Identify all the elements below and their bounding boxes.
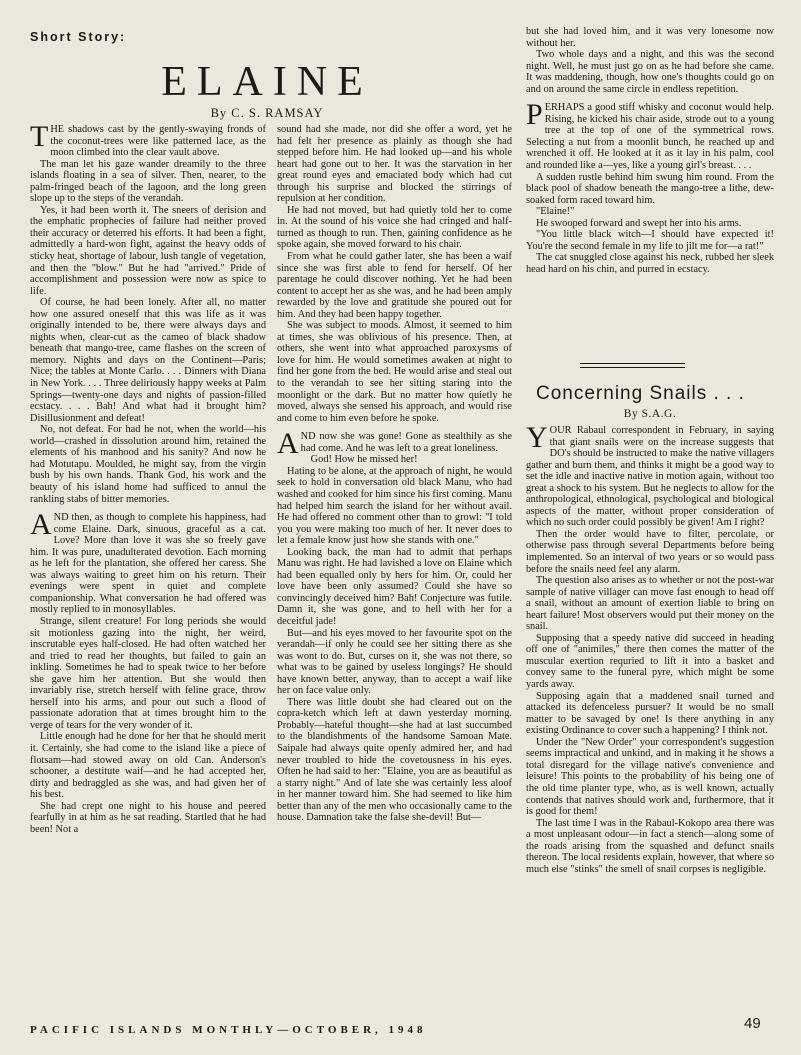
paragraph-text: HE shadows cast by the gently-swaying fronds of the coconut-trees were like patterned lace, as the moon climbed into the clear vault above. — [50, 124, 266, 159]
drop-cap: Y — [526, 425, 548, 454]
paragraph-text: but she had loved him, and it was very lonesome now without her. — [526, 26, 774, 49]
drop-cap: A — [277, 427, 299, 461]
drop-cap: P — [526, 98, 543, 132]
paragraph — [30, 205, 266, 297]
story-title: ELAINE — [161, 59, 373, 105]
article-byline: By S.A.G. — [623, 408, 677, 420]
paragraph-text: "You little black witch—I should have expected it! You're the second female in my life to jilt me for—a rat!" — [526, 229, 774, 252]
paragraph-text: The cat snuggled close against his neck, rubbed her sleek head hard on his chin, and purred in ecstacy. — [526, 252, 774, 275]
paragraph-text: God! How he missed her! — [310, 454, 418, 466]
paragraph — [526, 206, 774, 218]
paragraph — [526, 425, 774, 529]
magazine-footer: PACIFIC ISLANDS MONTHLY—OCTOBER, 1948 — [30, 1024, 427, 1036]
paragraph — [526, 633, 774, 691]
paragraph-text: There was little doubt she had cleared out on the copra-ketch which left at dawn yesterday morning. Probably—hateful thought—she had at last succumbed to the blandishments of the handsome Samoan Mate. Saipale had always quite openly admired her, and had never troubled to hide the covetousness in his eyes. Often he had said to her: "Elaine, you are as beautiful as a starry night." And of late she was certainly less aloof in her manner toward him. She had seemed to like him better than any of the men who occasionally came to the house. Damnation take the false she-devil! But— — [277, 696, 512, 824]
story-column-2 — [277, 124, 512, 1013]
paragraph-text: Looking back, the man had to admit that perhaps Manu was right. He had lavished a love on Elaine which had been equalled only by hers for him. Or, could her love have been only assumed? Could she have so convincingly deceived him? Bah! Conjecture was futile. Damn it, she was gone, and to hell with her for a deceitful jade! — [277, 546, 512, 627]
paragraph-text: The question also arises as to whether or not the post-war sample of native villager can move fast enough to head off a snail, without an amount of exertion liable to bring on heart failure! Most observers would put their money on the snail. — [526, 575, 774, 633]
paragraph-text: The man let his gaze wander dreamily to the three islands floating in a sea of silver. Then, nearer, to the palm-fringed beach of the lagoon, and the long green slope up to the steps of the verandah. — [30, 158, 266, 205]
paragraph-text: He had not moved, but had quietly told her to come in. At the sound of his voice she had cringed and half-turned as though to run. Then, gaining confidence as he spoke again, she moved forward to his chair. — [277, 204, 512, 251]
paragraph — [526, 218, 774, 230]
paragraph-text: Supposing that a speedy native did succeed in heading off one of "animiles," there then comes the matter of the muscular exertion requried to lift it into a basket and convey same to the funeral pyre, which might be some yards away. — [526, 632, 774, 691]
paragraph — [277, 320, 512, 424]
paragraph-text: Then the order would have to filter, percolate, or otherwise pass through several Departments before being implemented. So an interval of two years or so would pass before the snails need feel any alarm. — [526, 528, 774, 575]
paragraph — [526, 818, 774, 876]
paragraph — [526, 26, 774, 49]
paragraph-text: Little enough had he done for her that he should merit it. Certainly, she had come to the island like a piece of flotsam—had stowed away on old Can. Anderson's schooner, a destitute waif—and he had accepted her, dirty and bedraggled as she was, and had given her of his best. — [30, 731, 266, 801]
paragraph-text: Under the "New Order" your correspondent's suggestion seems impractical and unkind, and in making it he shows a total disregard for the village native's convenience and leisure! This points to the probability of his being one of the old time planter type, who, as is well known, actually contends that natives should work and, furthermore, that it is good for them! — [526, 736, 774, 818]
page-number: 49 — [744, 1015, 761, 1032]
paragraph-text: ERHAPS a good stiff whisky and coconut would help. Rising, he kicked his chair aside, strode out to a young tree at the top of one of the symmetrical rows. Selecting a nut from a moonlit bunch, he reached up and wrenched it off. He looked at it as it lay in his palm, cool and rounded like a—yes, like a young girl's breast. . . . — [526, 102, 774, 172]
paragraph-text: OUR Rabaul correspondent in February, in saying that giant snails were on the increase suggests that DO's should be instructed to make the native villagers gather and burn them, and thinks it might be a good way to set the idle and inactive native in motion again, without too great a shock to his system. But he neglects to allow for the anthropological, ethnological, psychological and biological aspects of the matter, without proper consideration of which no such order could possibly be given! Am I right? — [526, 425, 774, 529]
paragraph — [526, 737, 774, 818]
story-column-3 — [526, 26, 774, 378]
paragraph — [30, 508, 266, 616]
paragraph-text: Of course, he had been lonely. After all, no matter how one assured oneself that this was life as it was originally intended to be, there were always days and nights when, clear-cut as the cameo of black shadow beneath that mango-tree, came flashes on the screen of memory. Nights and days on the Continent—Paris; Nice; the tables at Monte Carlo. . . . Dinners with Diana in New York. . . . Three deliriously happy weeks at Palm Springs—twenty-one days and nights of passion-filled ecstacy. . . . Bah! And what had it brought him? Disillusionment and defeat! — [30, 297, 266, 424]
drop-cap: T — [30, 124, 49, 153]
paragraph-text: ND then, as though to complete his happiness, had come Elaine. Dark, sinuous, graceful as a cat. Love? More than love it was she so freely gave him. It was pure, unadulterated devotion. Each morning as he left for the plantation, she offered her caress. She was always waiting to greet him on his return. Their evenings were spent in quiet and complete companionship. What conversation he had offered was mostly replied to in monosyllables. — [30, 512, 266, 616]
paragraph-text: No, not defeat. For had he not, when the world—his world—crashed in dissolution around him, retained the elements of his manhood and his sanity? And now he had Motutapu. Moulded, he might say, from the virgin bush by his own hands. Thank God, his work and the beauty of his island home had sufficed to annul the rankling stabs of bitter memories. — [30, 424, 266, 505]
paragraph-text: ND now she was gone! Gone as stealthily as she had come. And he was left to a great loneliness. — [300, 431, 512, 454]
paragraph — [277, 697, 512, 824]
story-byline: By C. S. RAMSAY — [210, 106, 324, 120]
paragraph — [526, 529, 774, 575]
paragraph — [526, 229, 774, 252]
paragraph — [277, 205, 512, 251]
paragraph — [30, 297, 266, 424]
paragraph-text: Hating to be alone, at the approach of night, he would seek to hold in conversation old black Manu, who had washed and cooked for him since his first coming. Manu had helped him search the island for her without avail. He had offered no comment other than to growl: "I told you you were making too much of her. It never does to let a female know just how she stands with one." — [277, 465, 512, 547]
paragraph-text: She had crept one night to his house and peered fearfully in at him as he sat reading. Startled that he had been! Not a — [30, 800, 266, 835]
paragraph — [30, 801, 266, 836]
paragraph-text: He swooped forward and swept her into his arms. — [536, 217, 742, 229]
section-kicker: Short Story: — [30, 30, 127, 44]
article-title: Concerning Snails . . . — [536, 383, 745, 404]
paragraph-text: A sudden rustle behind him swung him round. From the black pool of shadow beneath the mango-tree a lithe, dew-soaked form raced toward him. — [526, 171, 774, 206]
paragraph-text: sound had she made, nor did she offer a word, yet he had felt her presence as plainly as though she had stepped before him. He had looked up—and his whole heart had gone out to her. It was the starvation in her great round eyes and emaciated body which had cut through his surprise and blocked the stirrings of repulsion at her condition. — [277, 124, 512, 205]
paragraph-text: The last time I was in the Rabaul-Kokopo area there was a most unpleasant odour—in fact a stench—along some of the roads arising from the squashed and defunct snails thereon. The local residents explain, however, that where so much else "stinks" the smell of snail corpses is negligible. — [526, 817, 774, 875]
paragraph — [277, 466, 512, 547]
paragraph — [30, 616, 266, 731]
paragraph — [277, 251, 512, 320]
paragraph — [30, 159, 266, 205]
paragraph-text: Strange, silent creature! For long periods she would sit motionless gazing into the night, her weird, inscrutable eyes half-closed. He had often watched her and tried to read her thoughts, but failed to gain an inkling. Sometimes he had to speak twice to her before she gave him her attention. But she would then invariably rise, stretch herself with feline grace, throw herself into his arms, and pour out such a flood of passionate adoration that at times brought him to the verge of tears for the very wonder of it. — [30, 615, 266, 731]
article-column — [526, 425, 774, 1015]
paragraph — [526, 575, 774, 633]
paragraph — [526, 49, 774, 95]
paragraph-text: "Elaine!" — [536, 206, 575, 218]
paragraph — [277, 454, 512, 466]
paragraph — [277, 124, 512, 205]
drop-cap: A — [30, 508, 52, 542]
paragraph-text: From what he could gather later, she has been a waif since she was first able to fend for herself. Of her parentage he could discover nothing. Yet he had been content to accept her as she was, and he had been amply rewarded by the love and gratitude she poured out for him. And they had been happy together. — [277, 251, 512, 320]
paragraph — [526, 252, 774, 275]
paragraph — [30, 731, 266, 800]
paragraph — [526, 98, 774, 172]
paragraph — [30, 424, 266, 505]
paragraph — [30, 124, 266, 159]
paragraph-text: She was subject to moods. Almost, it seemed to him at times, she was oblivious of his presence. Then, at others, she went into what approached paroxysms of love for him. He would sometimes awaken at night to find her gone from the bed. He would arise and steal out to the verandah to see her sitting staring into the moonlight or the dark. But no matter how quietly he moved, always she sensed his approach, and would rise and come to him even before he spoke. — [277, 320, 512, 424]
paragraph-text: Supposing again that a maddened snail turned and attacked its defenceless pursuer? It would be no small matter to be savaged by one! Is there anything in any existing Ordinance to cover such a happening? I think not. — [526, 690, 774, 737]
story-column-1 — [30, 124, 266, 1005]
paragraph — [277, 628, 512, 697]
paragraph — [277, 547, 512, 628]
paragraph-text: But—and his eyes moved to her favourite spot on the verandah—if only he could see her sitting there as she was wont to do. But, curses on it, she was not there, so what was to be gained by useless longings? He should have known better, anyway, than to accept a waif like her on face value only. — [277, 627, 512, 697]
paragraph — [526, 691, 774, 737]
paragraph — [526, 172, 774, 207]
paragraph-text: Yes, it had been worth it. The sneers of derision and the emphatic prophecies of failure had neither proved their accuracy or deterred his efforts. It had been a fight, admittedly a hard-won fight, against the heavy odds of sticky heat, shortage of labour, lush tangle of vegetation, and then the "blow." But he had "arrived." Pride of accomplishment and possession were now as spice to life. — [30, 204, 266, 297]
section-divider — [580, 363, 685, 368]
paragraph-text: Two whole days and a night, and this was the second night. Well, he must just go on as he had before she came. It was maddening, though, how one's thoughts could go on and on around the same circle in endless repetition. — [526, 49, 774, 95]
